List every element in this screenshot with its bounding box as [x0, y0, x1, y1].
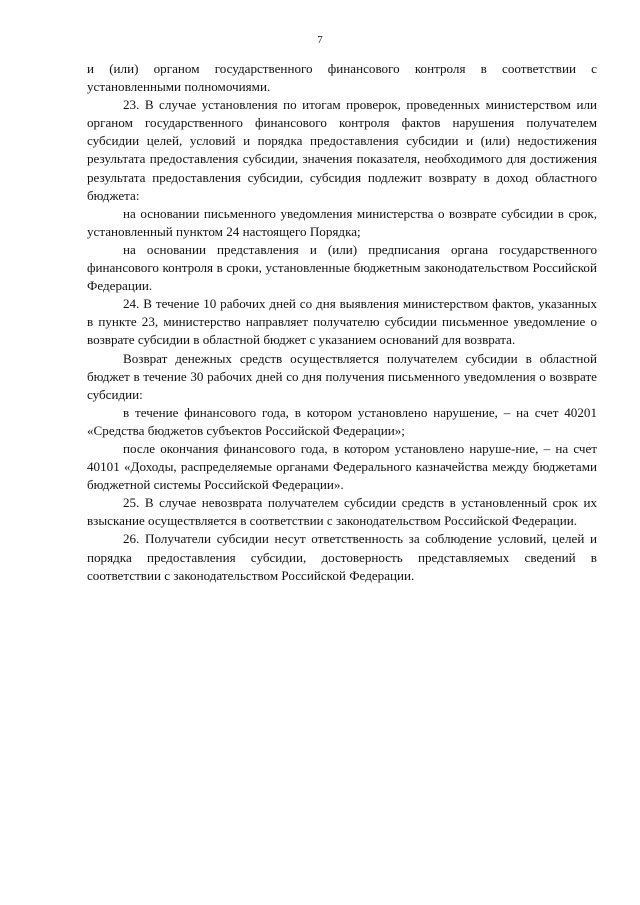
paragraph-refund-after-year: после окончания финансового года, в котором установлено наруше-ние, – на счет 40101 «Доходы, распределяемые органами Федерального казначейства между бюджетами бюджетной системы Российской Федерации». — [87, 440, 597, 493]
paragraph-continuation: и (или) органом государственного финансового контроля в соответствии с установленными полномочиями. — [87, 61, 597, 95]
paragraph-item-23-control-order: на основании представления и (или) предписания органа государственного финансового контроля в сроки, установленные бюджетным законодательством Российской Федерации. — [87, 241, 597, 294]
paragraph-refund-current-year: в течение финансового года, в котором установлено нарушение, – на счет 40201 «Средства бюджетов субъектов Российской Федерации»; — [87, 404, 597, 438]
paragraph-item-23-written-notice: на основании письменного уведомления министерства о возврате субсидии в срок, установленный пунктом 24 настоящего Порядка; — [87, 205, 597, 239]
paragraph-item-23: 23. В случае установления по итогам проверок, проведенных министерством или органом государственного финансового контроля фактов нарушения получателем субсидии целей, условий и порядка предоставления субсидии и (или) недостижения результата предоставления субсидии, значения показателя, необходимого для достижения результата предоставления субсидии, субсидия подлежит возврату в доход областного бюджета: — [87, 97, 597, 203]
page-number: 7 — [317, 34, 323, 46]
document-body — [87, 60, 597, 585]
paragraph-item-24: 24. В течение 10 рабочих дней со дня выявления министерством фактов, указанных в пункте 23, министерство направляет получателю субсидии письменное уведомление о возврате субсидии в областной бюджет с указанием оснований для возврата. — [87, 296, 597, 348]
paragraph-item-25: 25. В случае невозврата получателем субсидии средств в установленный срок их взыскание осуществляется в соответствии с законодательством Российской Федерации. — [87, 495, 597, 529]
paragraph-item-26: 26. Получатели субсидии несут ответственность за соблюдение условий, целей и порядка предоставления субсидии, достоверность представляемых сведений в соответствии с законодательством Российской Федерации. — [87, 531, 597, 583]
paragraph-refund-terms: Возврат денежных средств осуществляется получателем субсидии в областной бюджет в течение 30 рабочих дней со дня получения письменного уведомления о возврате субсидии: — [87, 350, 597, 402]
